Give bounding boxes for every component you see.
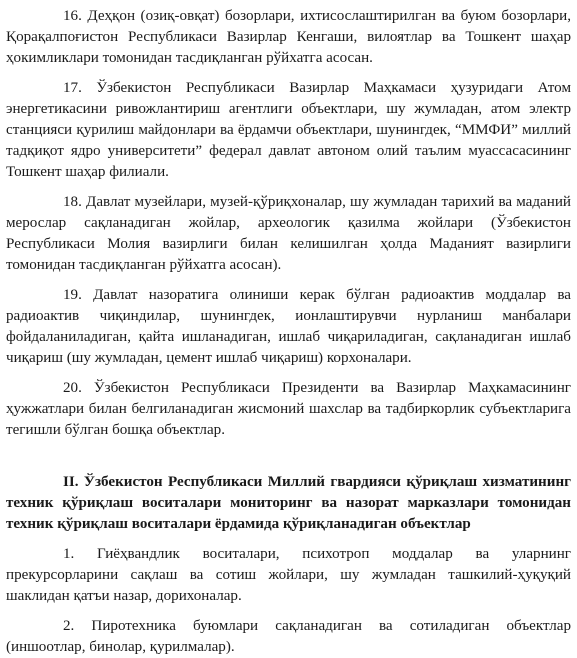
section-item-2: 2. Пиротехника буюмлари сақланадиган ва сотиладиган объектлар (иншоотлар, бинолар, қурилмалар). <box>6 618 571 655</box>
paragraph-19: 19. Давлат назоратига олиниши керак бўлган радиоактив моддалар ва радиоактив чиқиндилар, шунингдек, ионлаштирувчи нурланиш манбалари фойдаланиладиган, қайта ишланадиган, ишлаб чиқариладиган, сақланадиган ишлаб чиқариш (шу жумладан, цемент ишлаб чиқариш) корхоналари. <box>6 287 571 366</box>
paragraph-20: 20. Ўзбекистон Республикаси Президенти ва Вазирлар Маҳкамасининг ҳужжатлари билан белгиланадиган жисмоний шахслар ва тадбиркорлик субъектларига тегишли бўлган бошқа объектлар. <box>6 380 571 438</box>
section-heading: II. Ўзбекистон Республикаси Миллий гвардияси қўриқлаш хизматининг техник қўриқлаш воситалари мониторинг ва назорат марказлари томонидан техник қўриқлаш воситалари ёрдамида қўриқланадиган объектлар <box>6 474 571 532</box>
paragraph-18: 18. Давлат музейлари, музей-қўриқхоналар, шу жумладан тарихий ва маданий мерослар сақланадиган жойлар, археологик қазилма жойлари (Ўзбекистон Республикаси Молия вазирлиги билан келишилган ҳолда Маданият вазирлиги томонидан тасдиқланган рўйхатга асосан). <box>6 194 571 273</box>
section-item-1: 1. Гиёҳвандлик воситалари, психотроп моддалар ва уларнинг прекурсорларини сақлаш ва сотиш жойлари, шу жумладан ташкилий-ҳуқуқий шаклидан қатъи назар, дорихоналар. <box>6 546 571 604</box>
paragraph-17: 17. Ўзбекистон Республикаси Вазирлар Маҳкамаси ҳузуридаги Атом энергетикасини ривожлантириш агентлиги объектлари, шу жумладан, атом электр станцияси қурилиш майдонлари ва ёрдамчи объектлари, шунингдек, “ММФИ” миллий тадқиқот ядро университети” федерал давлат автоном олий таълим муассасасининг Тошкент шаҳар филиали. <box>6 80 571 180</box>
paragraph-16: 16. Деҳқон (озиқ-овқат) бозорлари, ихтисослаштирилган ва буюм бозорлари, Қорақалпоғистон Республикаси Вазирлар Кенгаши, вилоятлар ва Тошкент шаҳар ҳокимликлари томонидан тасдиқланган рўйхатга асосан. <box>6 8 571 66</box>
